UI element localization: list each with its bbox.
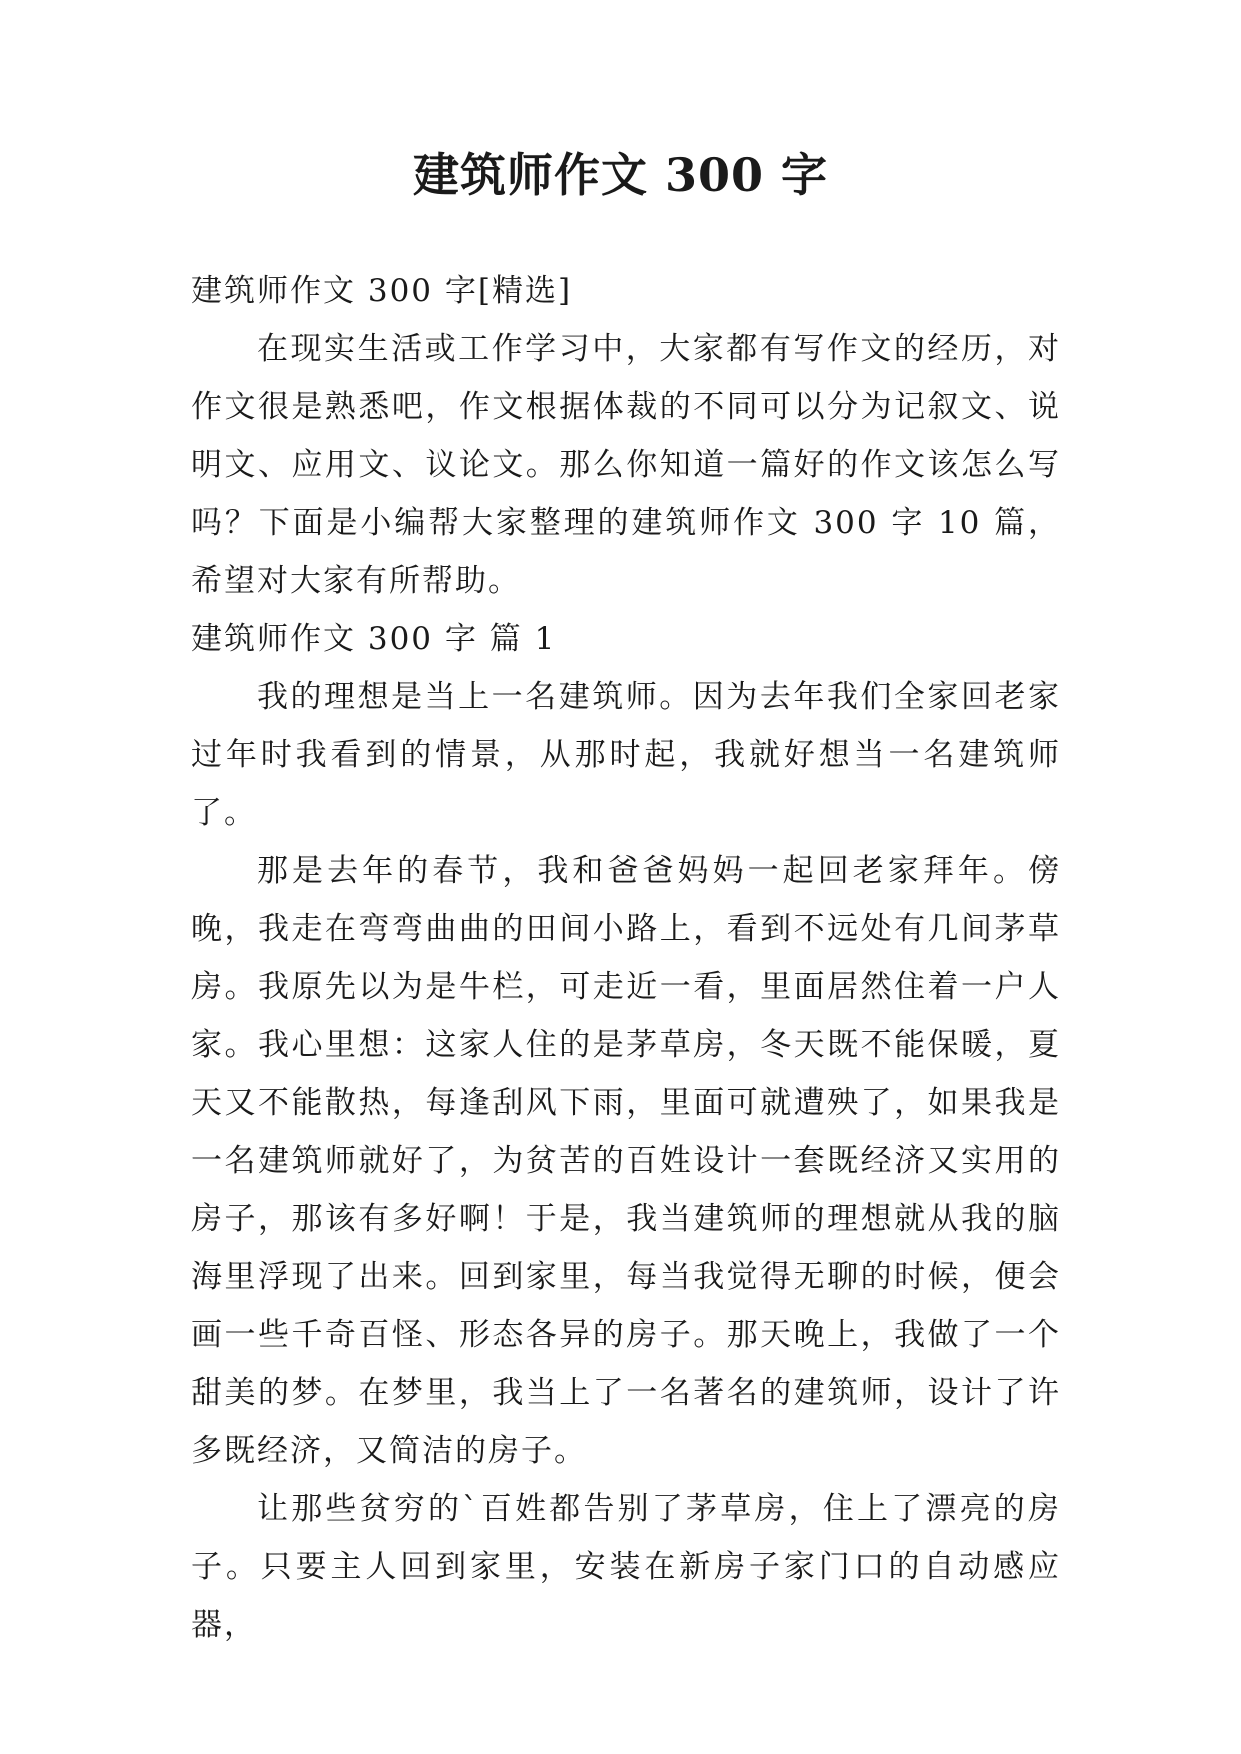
document-body bbox=[191, 262, 1061, 1654]
intro-paragraph: 在现实生活或工作学习中，大家都有写作文的经历，对作文很是熟悉吧，作文根据体裁的不同可以分为记叙文、说明文、应用文、议论文。那么你知道一篇好的作文该怎么写吗？下面是小编帮大家整理的建筑师作文 300 字 10 篇，希望对大家有所帮助。 bbox=[191, 331, 1061, 599]
body-paragraph: 让那些贫穷的`百姓都告别了茅草房，住上了漂亮的房子。只要主人回到家里，安装在新房子家门口的自动感应器， bbox=[191, 1491, 1061, 1643]
body-paragraph: 我的理想是当上一名建筑师。因为去年我们全家回老家过年时我看到的情景，从那时起，我就好想当一名建筑师了。 bbox=[191, 679, 1061, 831]
document-subtitle: 建筑师作文 300 字[精选] bbox=[191, 273, 573, 309]
body-paragraph: 那是去年的春节，我和爸爸妈妈一起回老家拜年。傍晚，我走在弯弯曲曲的田间小路上，看到不远处有几间茅草房。我原先以为是牛栏，可走近一看，里面居然住着一户人家。我心里想：这家人住的是茅草房，冬天既不能保暖，夏天又不能散热，每逢刮风下雨，里面可就遭殃了，如果我是一名建筑师就好了，为贫苦的百姓设计一套既经济又实用的房子，那该有多好啊！于是，我当建筑师的理想就从我的脑海里浮现了出来。回到家里，每当我觉得无聊的时候，便会画一些千奇百怪、形态各异的房子。那天晚上，我做了一个甜美的梦。在梦里，我当上了一名著名的建筑师，设计了许多既经济，又简洁的房子。 bbox=[191, 853, 1061, 1469]
section-heading: 建筑师作文 300 字 篇 1 bbox=[191, 621, 557, 657]
document-title: 建筑师作文 300 字 bbox=[412, 148, 829, 202]
